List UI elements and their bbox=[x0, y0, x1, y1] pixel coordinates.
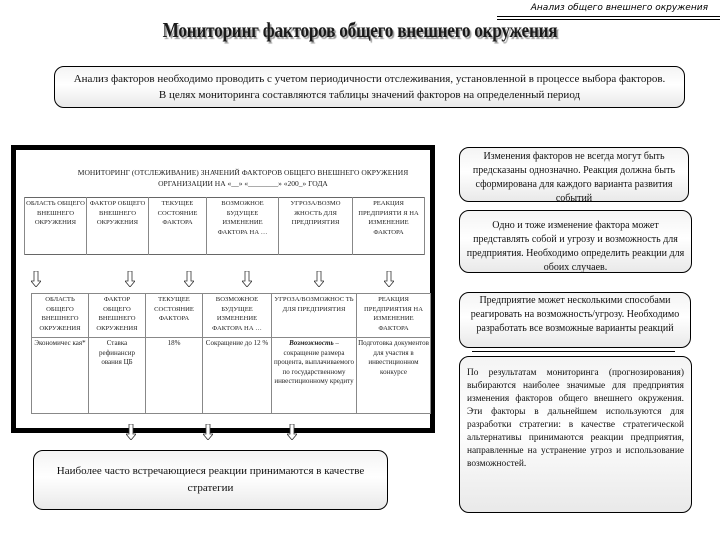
example-col-threat: УГРОЗА/ВОЗМОЖНОС ТЬ ДЛЯ ПРЕДПРИЯТИЯ bbox=[272, 294, 357, 338]
cell-threat-text: – сокращение размера процента, выплачиваемого по государственному инвестиционному кредиту bbox=[274, 339, 354, 385]
template-col-reaction: РЕАКЦИЯ ПРЕДПРИЯТИ Я НА ИЗМЕНЕНИЕ ФАКТОРА bbox=[353, 198, 425, 255]
example-col-area: ОБЛАСТЬ ОБЩЕГО ВНЕШНЕГО ОКРУЖЕНИЯ bbox=[32, 294, 89, 338]
reaction-strategy-box bbox=[33, 450, 388, 510]
template-col-factor: ФАКТОР ОБЩЕГО ВНЕШНЕГО ОКРУЖЕНИЯ bbox=[87, 198, 149, 255]
cell-factor: Ставка рефинансир ования ЦБ bbox=[89, 338, 146, 414]
template-col-current: ТЕКУЩЕЕ СОСТОЯНИЕ ФАКТОРА bbox=[149, 198, 207, 255]
cell-future: Сокращение до 12 % bbox=[203, 338, 272, 414]
cell-threat bbox=[272, 338, 357, 414]
side-note-1 bbox=[459, 147, 689, 202]
side-note-text: Предприятие может несколькими способами реагировать на возможность/угрозу. Необходимо разработать все возможные варианты реакций bbox=[470, 295, 680, 334]
cell-current: 18% bbox=[146, 338, 203, 414]
down-arrow-icon bbox=[242, 271, 252, 287]
example-col-future: ВОЗМОЖНОЕ БУДУЩЕЕ ИЗМЕНЕНИЕ ФАКТОРА НА … bbox=[203, 294, 272, 338]
page-title: Мониторинг факторов общего внешнего окружения bbox=[162, 18, 558, 42]
side-note-4 bbox=[459, 356, 692, 513]
down-arrow-icon bbox=[184, 271, 194, 287]
header-caption: Анализ общего внешнего окружения bbox=[530, 3, 708, 13]
template-table bbox=[24, 197, 425, 255]
header-rule bbox=[497, 16, 720, 17]
side-note-3 bbox=[459, 292, 691, 348]
down-arrow-icon bbox=[125, 271, 135, 287]
cell-area: Экономичес кая* bbox=[32, 338, 89, 414]
cell-threat-label: Возможность bbox=[289, 339, 334, 347]
monitoring-frame bbox=[11, 145, 435, 433]
template-col-future: ВОЗМОЖНОЕ БУДУЩЕЕ ИЗМЕНЕНИЕ ФАКТОРА НА … bbox=[207, 198, 279, 255]
intro-box bbox=[54, 66, 685, 108]
template-col-threat: УГРОЗА/ВОЗМО ЖНОСТЬ ДЛЯ ПРЕДПРИЯТИЯ bbox=[279, 198, 353, 255]
table-row bbox=[32, 338, 431, 414]
template-header-row bbox=[25, 198, 425, 255]
side-note-3-rule bbox=[472, 351, 675, 352]
caption-line-1: МОНИТОРИНГ (ОТСЛЕЖИВАНИЕ) ЗНАЧЕНИЙ ФАКТОРОВ ОБЩЕГО ВНЕШНЕГО ОКРУЖЕНИЯ bbox=[77, 168, 409, 177]
down-arrow-icon bbox=[314, 271, 324, 287]
intro-text: Анализ факторов необходимо проводить с учетом периодичности отслеживания, установленной в процессе выбора факторов. В целях мониторинга составляются таблицы значений факторов на определенный период bbox=[73, 73, 666, 101]
example-col-factor: ФАКТОР ОБЩЕГО ВНЕШНЕГО ОКРУЖЕНИЯ bbox=[89, 294, 146, 338]
down-arrow-icon bbox=[384, 271, 394, 287]
down-arrow-icon bbox=[203, 424, 213, 440]
side-note-2 bbox=[459, 210, 692, 273]
down-arrow-icon bbox=[287, 424, 297, 440]
down-arrow-icon bbox=[31, 271, 41, 287]
side-note-text: Одно и тоже изменение фактора может представлять собой и угрозу и возможность для предприятия. Необходимо определить реакции для обоих случаев. bbox=[466, 220, 685, 273]
example-col-current: ТЕКУЩЕЕ СОСТОЯНИЕ ФАКТОРА bbox=[146, 294, 203, 338]
example-col-reaction: РЕАКЦИЯ ПРЕДПРИЯТИЯ НА ИЗМЕНЕНИЕ ФАКТОРА bbox=[357, 294, 431, 338]
table-template-caption bbox=[16, 167, 430, 189]
side-note-text: По результатам мониторинга (прогнозирования) выбираются наиболее значимые для предприятия изменения факторов общего внешнего окружения. Эти факторы в дальнейшем используются для разработки стратегии: в качестве стратегической альтернативы принимаются реакции предприятия, направленные на устранение угроз и использование возможностей. bbox=[467, 368, 684, 469]
down-arrow-icon bbox=[126, 424, 136, 440]
side-note-text: Изменения факторов не всегда могут быть предсказаны однозначно. Реакция должна быть сформирована для каждого варианта развития событий bbox=[472, 151, 676, 204]
caption-line-2: ОРГАНИЗАЦИИ НА «__» «________» «200_» ГОДА bbox=[158, 179, 328, 188]
example-header-row bbox=[32, 294, 431, 338]
reaction-strategy-text: Наиболее часто встречающиеся реакции принимаются в качестве стратегии bbox=[56, 465, 365, 494]
example-table bbox=[31, 293, 431, 414]
template-col-area: ОБЛАСТЬ ОБЩЕГО ВНЕШНЕГО ОКРУЖЕНИЯ bbox=[25, 198, 87, 255]
cell-reaction: Подготовка документов для участия в инвестиционном конкурсе bbox=[357, 338, 431, 414]
